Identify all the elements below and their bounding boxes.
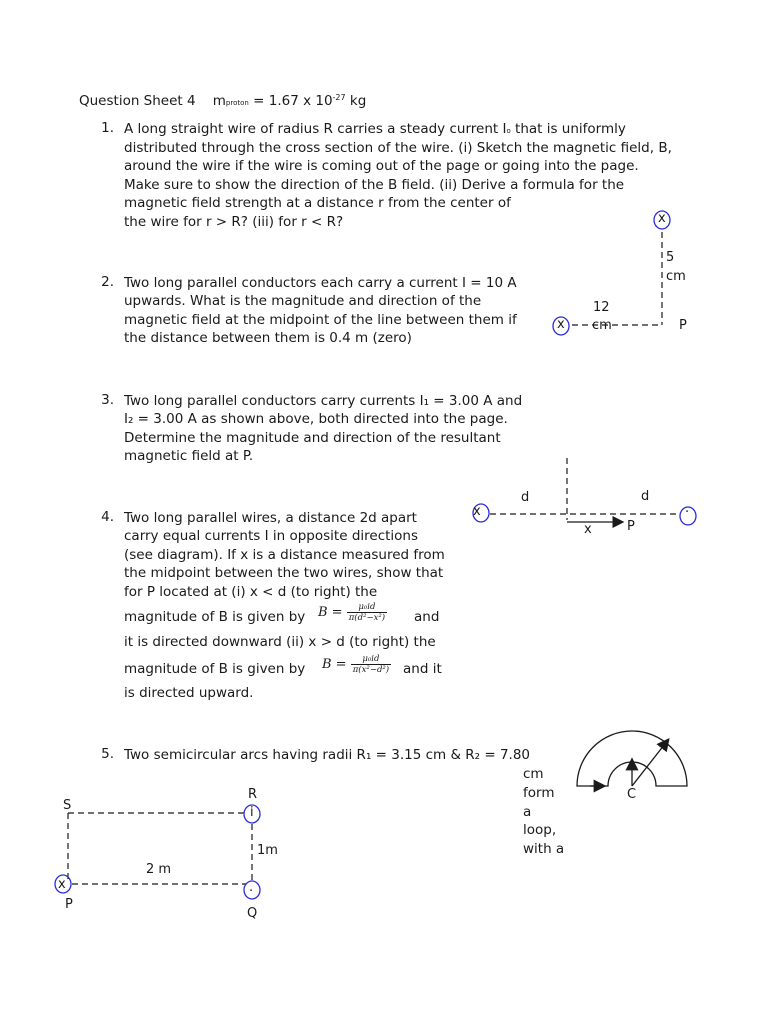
point-p-label: P <box>679 318 687 333</box>
corner-s-label: S <box>63 798 72 813</box>
q1-line-6: the wire for r > R? (iii) for r < R? <box>124 214 344 230</box>
q1-line-4: Make sure to show the direction of the B field. (ii) Derive a formula for the <box>124 177 625 193</box>
q4-line-4: the midpoint between the two wires, show that <box>124 565 444 581</box>
wire-right-symbol-2: · <box>685 505 690 520</box>
horizontal-2m-label: 2 m <box>146 862 172 877</box>
corner-p-label: P <box>65 897 73 912</box>
diagram-4 <box>55 805 260 899</box>
distance-x-label: x <box>584 522 592 537</box>
q1-line-1: A long straight wire of radius R carries a steady current Io that is uniformly <box>124 121 626 137</box>
q5-line-1: Two semicircular arcs having radii R₁ = 3.15 cm & R₂ = 7.80 <box>124 747 531 763</box>
page-title: Question Sheet 4 mproton = 1.67 x $10^{-27}$ kg <box>79 93 367 109</box>
diagram-2 <box>473 458 696 525</box>
vertical-distance-unit: cm <box>666 269 686 284</box>
q1-line-5: magnetic field strength at a distance r from the center of <box>124 195 511 211</box>
point-p-label-2: P <box>627 519 635 534</box>
wire-top-symbol: x <box>658 211 666 226</box>
q4-line-5: for P located at (i) x < d (to right) the <box>124 584 378 600</box>
distance-d-right: d <box>641 489 650 504</box>
q1-line-2: distributed through the cross section of the wire. (i) Sketch the magnetic field, B, <box>124 140 672 156</box>
q4-line-7: it is directed downward (ii) x > d (to right) the <box>124 634 436 650</box>
center-c-label: C <box>627 787 637 802</box>
q4-line-3: (see diagram). If x is a distance measured from <box>124 547 445 563</box>
wire-p-symbol: x <box>58 877 66 892</box>
vertical-1m-label: 1m <box>257 843 278 858</box>
formula-1: B = $\frac{\text{μ₀id}}{\text{π(d²−x²)}}$ <box>318 602 386 623</box>
q4-line-8: magnitude of B is given by <box>124 661 306 677</box>
formula-2: B = $\frac{\text{μ₀id}}{\text{π(x²−d²)}}$ <box>322 654 390 675</box>
q3-line-4: magnetic field at P. <box>124 448 254 464</box>
q4-line-6: magnitude of B is given by <box>124 609 306 625</box>
vertical-distance-label: 5 <box>666 250 675 265</box>
q2-line-3: magnetic field at the midpoint of the line between them if <box>124 312 517 328</box>
distance-d-left: d <box>521 490 530 505</box>
q2-line-2: upwards. What is the magnitude and direction of the <box>124 293 482 309</box>
q1-line-3: around the wire if the wire is coming out of the page or going into the page. <box>124 158 639 174</box>
q2-line-1: Two long parallel conductors each carry a current I = 10 A <box>124 275 517 291</box>
wire-q-symbol: . <box>249 880 254 895</box>
q3-line-3: Determine the magnitude and direction of the resultant <box>124 430 501 446</box>
wire-left-symbol: x <box>557 317 565 332</box>
diagram-1 <box>553 211 670 335</box>
q4-line-1: Two long parallel wires, a distance 2d apart <box>124 510 417 526</box>
horizontal-distance-unit: cm <box>592 318 612 333</box>
horizontal-distance-label: 12 <box>593 300 610 315</box>
diagram-3 <box>577 731 687 786</box>
q3-line-2: I₂ = 3.00 A as shown above, both directed into the page. <box>124 411 508 427</box>
q4-line-9: is directed upward. <box>124 685 254 701</box>
q4-line-2: carry equal currents I in opposite directions <box>124 528 419 544</box>
corner-r-label: R <box>248 787 258 802</box>
q2-line-4: the distance between them is 0.4 m (zero) <box>124 330 412 346</box>
q3-line-1: Two long parallel conductors carry currents I₁ = 3.00 A and <box>124 393 523 409</box>
corner-q-label: Q <box>247 906 258 921</box>
wire-left-symbol-2: x <box>473 504 481 519</box>
wire-r-symbol: i <box>250 805 254 820</box>
